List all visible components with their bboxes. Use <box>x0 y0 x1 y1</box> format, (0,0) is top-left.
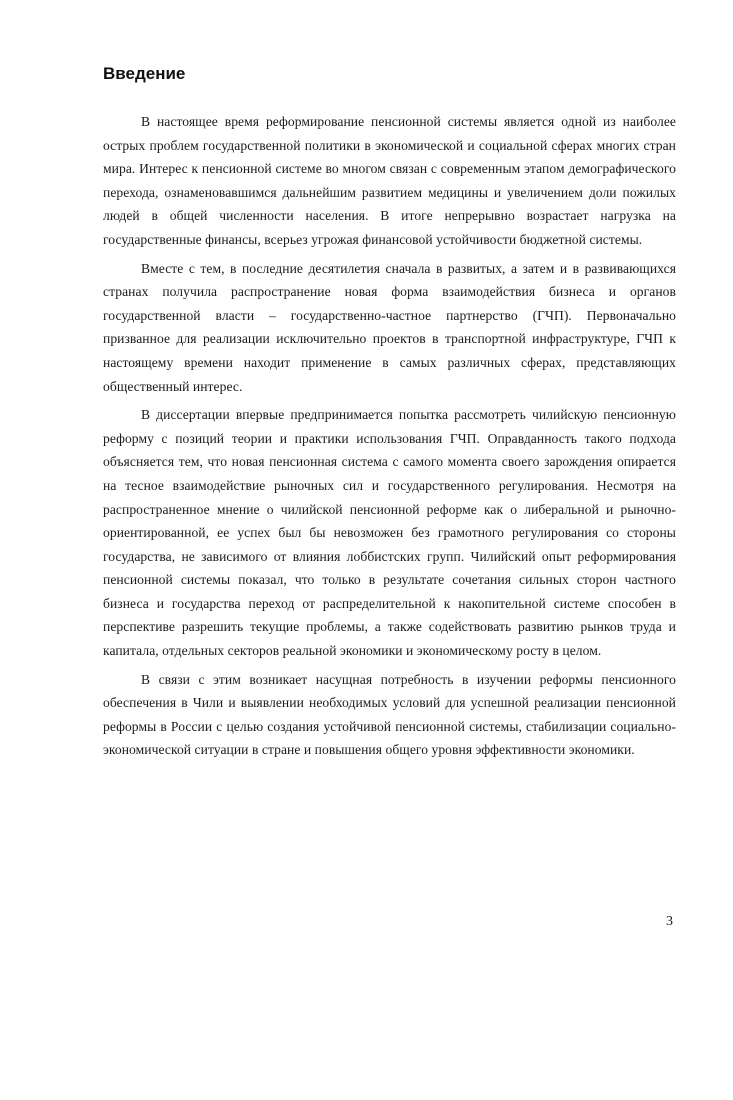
section-heading: Введение <box>103 64 186 83</box>
body-text <box>103 110 676 767</box>
paragraph-2: Вместе с тем, в последние десятилетия сначала в развитых, а затем и в развивающихся странах получила распространение новая форма взаимодействия бизнеса и органов государственной власти – государственно-частное партнерство (ГЧП). Первоначально призванное для реализации исключительно проектов в транспортной инфраструктуре, ГЧП к настоящему времени находит применение в самых различных сферах, представляющих общественный интерес. <box>103 260 676 394</box>
page-number: 3 <box>666 914 673 929</box>
paragraph-3: В диссертации впервые предпринимается попытка рассмотреть чилийскую пенсионную реформу с позиций теории и практики использования ГЧП. Оправданность такого подхода объясняется тем, что новая пенсионная система с самого момента своего зарождения опирается на тесное взаимодействие рыночных сил и государственного регулирования. Несмотря на распространенное мнение о чилийской пенсионной реформе как о либеральной и рыночно-ориентированной, ее успех был бы невозможен без грамотного регулирования со стороны государства, не зависимого от влияния лоббистских групп. Чилийский опыт реформирования пенсионной системы показал, что только в результате сочетания сильных сторон частного бизнеса и государства переход от распределительной к накопительной системе способен в перспективе разрешить текущие проблемы, а также содействовать развитию рынков труда и капитала, отдельных секторов реальной экономики и экономическому росту в целом. <box>103 407 676 659</box>
paragraph-4: В связи с этим возникает насущная потребность в изучении реформы пенсионного обеспечения в Чили и выявлении необходимых условий для успешной реализации пенсионной реформы в России с целью создания устойчивой пенсионной системы, стабилизации социально-экономической ситуации в стране и повышения общего уровня эффективности экономики. <box>103 671 676 758</box>
paragraph-1: В настоящее время реформирование пенсионной системы является одной из наиболее острых проблем государственной политики в экономической и социальной сферах многих стран мира. Интерес к пенсионной системе во многом связан с современным этапом демографического перехода, ознаменовавшимся дальнейшим развитием медицины и увеличением доли пожилых людей в общей численности населения. В итоге непрерывно возрастает нагрузка на государственные финансы, всерьез угрожая финансовой устойчивости бюджетной системы. <box>103 114 676 247</box>
